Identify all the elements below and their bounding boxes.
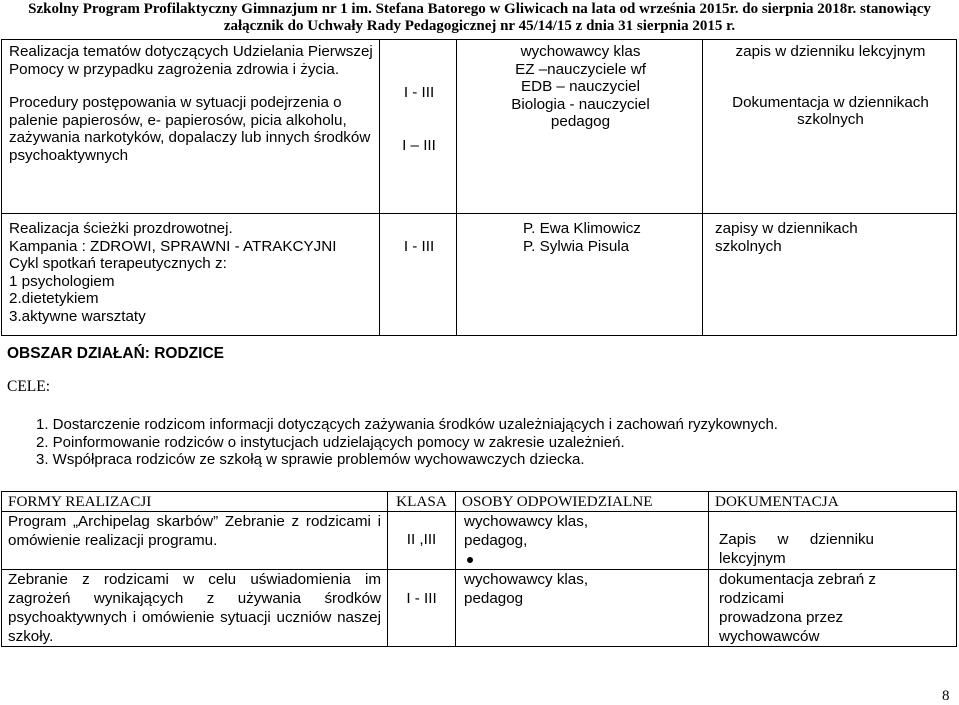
forms-cell (2, 40, 380, 214)
document-header-line-1: Szkolny Program Profilaktyczny Gimnazjum nr 1 im. Stefana Batorego w Gliwicach na lata od września 2015r. do sierpnia 2018r. stanowiący (28, 1, 931, 17)
klasa-cell (380, 214, 457, 336)
klasa-text: I – III (402, 136, 436, 154)
persons-text: wychowawcy klas, (464, 513, 589, 530)
forms-text: Program „Archipelag skarbów” Zebranie z rodzicami i omówienie realizacji programu. (8, 513, 381, 549)
docs-text: zapis w dzienniku lekcyjnym (735, 43, 926, 60)
page-number: 8 (942, 688, 950, 704)
klasa-cell (380, 40, 457, 214)
persons-text: P. Ewa Klimowicz (523, 220, 641, 237)
persons-text: pedagog (550, 113, 611, 131)
persons-text: pedagog, (464, 532, 528, 549)
klasa-text: II ,III (406, 531, 437, 548)
list-item: 1. Dostarczenie rodzicom informacji dotyczących zażywania środków uzależniających i zachowań ryzykownych. (36, 416, 778, 433)
forms-cell (2, 570, 388, 647)
forms-text: Zebranie z rodzicami w celu uświadomienia im zagrożeń wynikających z używania środków psychoaktywnych i omówienie sytuacji uczniów naszej szkoły. (8, 571, 381, 645)
persons-text: P. Sylwia Pisula (523, 237, 630, 255)
klasa-text: I - III (406, 590, 437, 607)
docs-text: dokumentacja zebrań z rodzicami (719, 571, 877, 607)
column-header: OSOBY ODPOWIEDZIALNE (456, 492, 709, 512)
docs-cell (703, 214, 957, 336)
persons-cell (457, 40, 703, 214)
table-row (2, 214, 957, 336)
list-item: 3. Współpraca rodziców ze szkołą w sprawie problemów wychowawczych dziecka. (36, 451, 585, 468)
docs-cell (709, 512, 957, 570)
activities-table-students (1, 39, 957, 336)
bullet-icon (467, 557, 473, 563)
persons-cell (457, 214, 703, 336)
activities-table-parents (1, 491, 957, 647)
table-row (2, 512, 957, 570)
docs-cell (703, 40, 957, 214)
list-item: 2. Poinformowanie rodziców o instytucjach udzielających pomocy w zakresie uzależnień. (36, 433, 625, 451)
goals-label: CELE: (7, 378, 51, 395)
persons-text: wychowawcy klas (520, 43, 641, 60)
klasa-cell (388, 512, 456, 570)
docs-text: prowadzona przez wychowawców (719, 609, 844, 645)
forms-text: 1 psychologiem (9, 272, 115, 290)
persons-text: wychowawcy klas, (464, 571, 589, 588)
forms-text: Kampania : ZDROWI, SPRAWNI - ATRAKCYJNI (9, 237, 337, 255)
column-header: DOKUMENTACJA (709, 492, 957, 512)
persons-text: pedagog (464, 590, 524, 607)
forms-cell (2, 214, 380, 336)
persons-cell (456, 512, 709, 570)
column-header: FORMY REALIZACJI (2, 492, 388, 512)
docs-cell (709, 570, 957, 647)
document-header-line-2: załącznik do Uchwały Rady Pedagogicznej nr 45/14/15 z dnia 31 sierpnia 2015 r. (223, 18, 736, 34)
forms-text-procedures: Procedury postępowania w sytuacji podejrzenia o palenie papierosów, e- papierosów, picia alkoholu, zażywania narkotyków, dopalaczy lub innych środków psychoaktywnych (9, 94, 371, 164)
forms-text: Realizacja ścieżki prozdrowotnej. (9, 220, 233, 237)
forms-text: Cykl spotkań terapeutycznych z: (9, 255, 227, 273)
docs-text: zapisy w dziennikach szkolnych (715, 220, 858, 255)
goals-list (36, 416, 778, 469)
section-title: OBSZAR DZIAŁAŃ: RODZICE (7, 345, 224, 362)
klasa-text: I - III (403, 238, 435, 255)
column-header: KLASA (388, 492, 456, 512)
table-row (2, 570, 957, 647)
persons-text: Biologia - nauczyciel (511, 95, 650, 113)
docs-text: Zapis w dzienniku lekcyjnym (719, 531, 874, 567)
table-row (2, 40, 957, 214)
table-header-row (2, 492, 957, 512)
forms-text: 3.aktywne warsztaty (9, 307, 146, 325)
persons-cell (456, 570, 709, 647)
persons-text: EZ –nauczyciele wf (515, 60, 646, 78)
klasa-text: I - III (403, 84, 435, 101)
docs-text: Dokumentacja w dziennikach szkolnych (732, 93, 929, 129)
klasa-cell (388, 570, 456, 647)
forms-cell (2, 512, 388, 570)
persons-text: EDB – nauczyciel (520, 78, 641, 96)
forms-text: 2.dietetykiem (9, 290, 99, 308)
forms-text-first-aid: Realizacja tematów dotyczących Udzielania Pierwszej Pomocy w przypadku zagrożenia zdrowia i życia. (9, 43, 373, 78)
